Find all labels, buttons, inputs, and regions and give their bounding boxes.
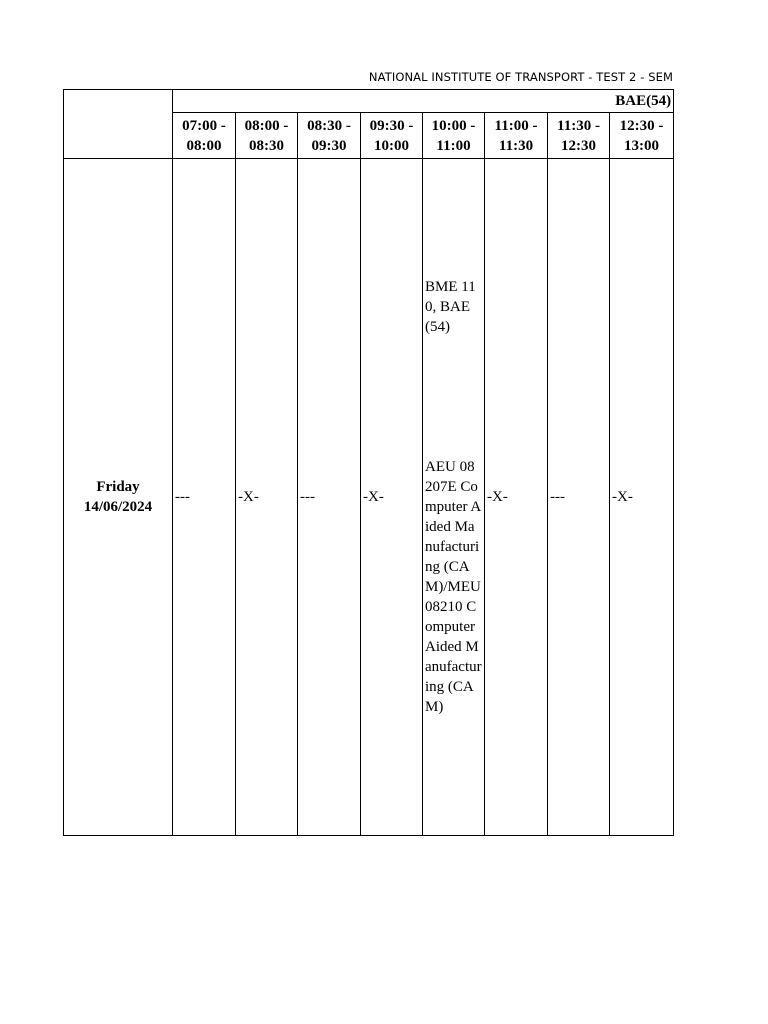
timetable-cell: --- <box>173 159 236 836</box>
exam-timetable <box>63 89 674 836</box>
timetable-cell: --- <box>548 159 610 836</box>
exam-entry: AEU 08207E Computer Aided Manufacturing (CAM)/MEU 08210 Computer Aided Manufacturing (CAM) <box>425 459 482 715</box>
exam-entry: BME 110, BAE(54) <box>425 279 476 335</box>
class-header: BAE(54) <box>173 90 674 113</box>
time-slot-header: 10:00 - 11:00 <box>423 113 485 159</box>
time-slot-header: 08:30 - 09:30 <box>298 113 361 159</box>
timetable-cell: -X- <box>485 159 548 836</box>
time-slot-header: 11:00 - 11:30 <box>485 113 548 159</box>
exam-slot-cell <box>423 159 485 836</box>
timetable-cell: -X- <box>361 159 423 836</box>
timetable-cell: -X- <box>610 159 674 836</box>
corner-cell <box>64 90 173 159</box>
day-cell <box>64 159 173 836</box>
timetable-cell: --- <box>298 159 361 836</box>
time-slot-header: 11:30 - 12:30 <box>548 113 610 159</box>
time-slot-header: 12:30 - 13:00 <box>610 113 674 159</box>
time-slot-header: 09:30 - 10:00 <box>361 113 423 159</box>
timetable-cell: -X- <box>236 159 298 836</box>
time-slot-header: 08:00 - 08:30 <box>236 113 298 159</box>
day-date: 14/06/2024 <box>83 499 153 515</box>
day-name: Friday <box>96 479 140 495</box>
time-slot-header: 07:00 - 08:00 <box>173 113 236 159</box>
document-header: NATIONAL INSTITUTE OF TRANSPORT - TEST 2 - SEM <box>368 70 673 84</box>
